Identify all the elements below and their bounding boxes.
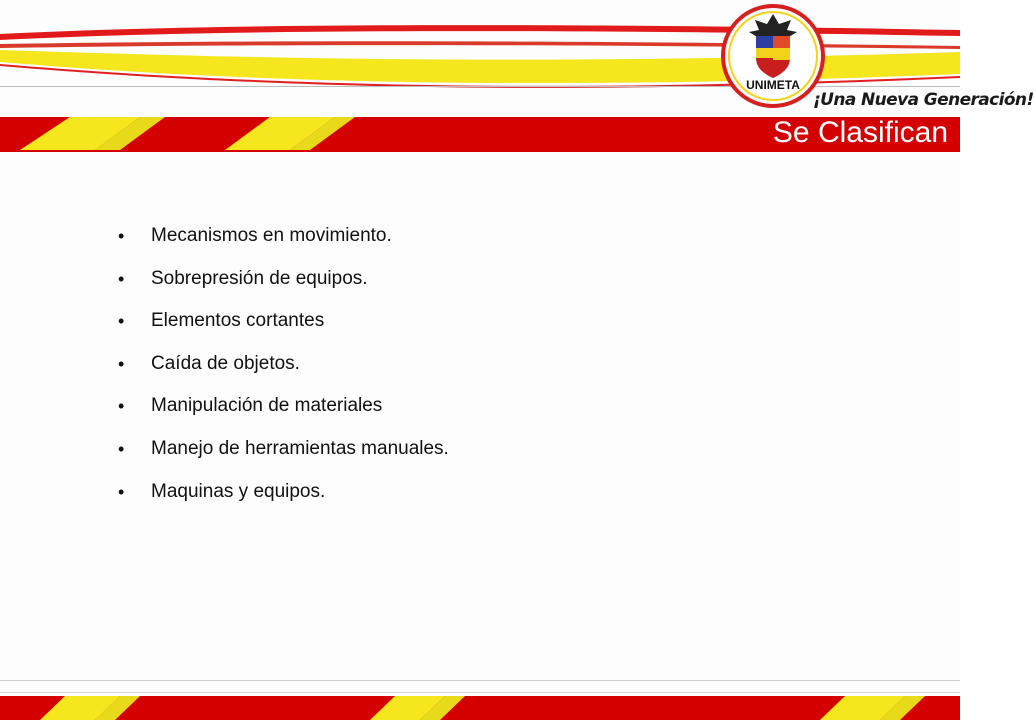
bullet-icon: • xyxy=(118,438,125,459)
bullet-text: Sobrepresión de equipos. xyxy=(151,267,368,289)
slide-title: Se Clasifican xyxy=(772,116,948,149)
list-item xyxy=(118,306,449,349)
bullet-icon: • xyxy=(118,226,125,246)
list-item xyxy=(118,477,449,520)
bullet-icon: • xyxy=(118,396,125,417)
unimeta-logo xyxy=(722,4,824,112)
list-item xyxy=(118,349,449,392)
bullet-icon: • xyxy=(118,481,125,502)
bullet-text: Mecanismos en movimiento. xyxy=(151,225,392,246)
list-item xyxy=(118,391,449,434)
list-item xyxy=(118,221,449,264)
tagline: ¡Una Nueva Generación! xyxy=(813,90,1034,110)
bullet-list xyxy=(118,221,449,519)
bullet-text: Maquinas y equipos. xyxy=(151,480,326,502)
bullet-text: Manejo de herramientas manuales. xyxy=(151,437,449,459)
bullet-icon: • xyxy=(118,311,125,332)
bullet-text: Manipulación de materiales xyxy=(151,395,383,417)
bullet-icon: • xyxy=(118,353,125,374)
bullet-text: Caída de objetos. xyxy=(151,352,300,374)
footer-banner xyxy=(0,680,960,720)
logo-text: UNIMETA xyxy=(746,78,800,92)
list-item xyxy=(118,264,449,307)
list-item xyxy=(118,434,449,477)
bullet-icon: • xyxy=(118,268,125,289)
bullet-text: Elementos cortantes xyxy=(151,310,325,332)
